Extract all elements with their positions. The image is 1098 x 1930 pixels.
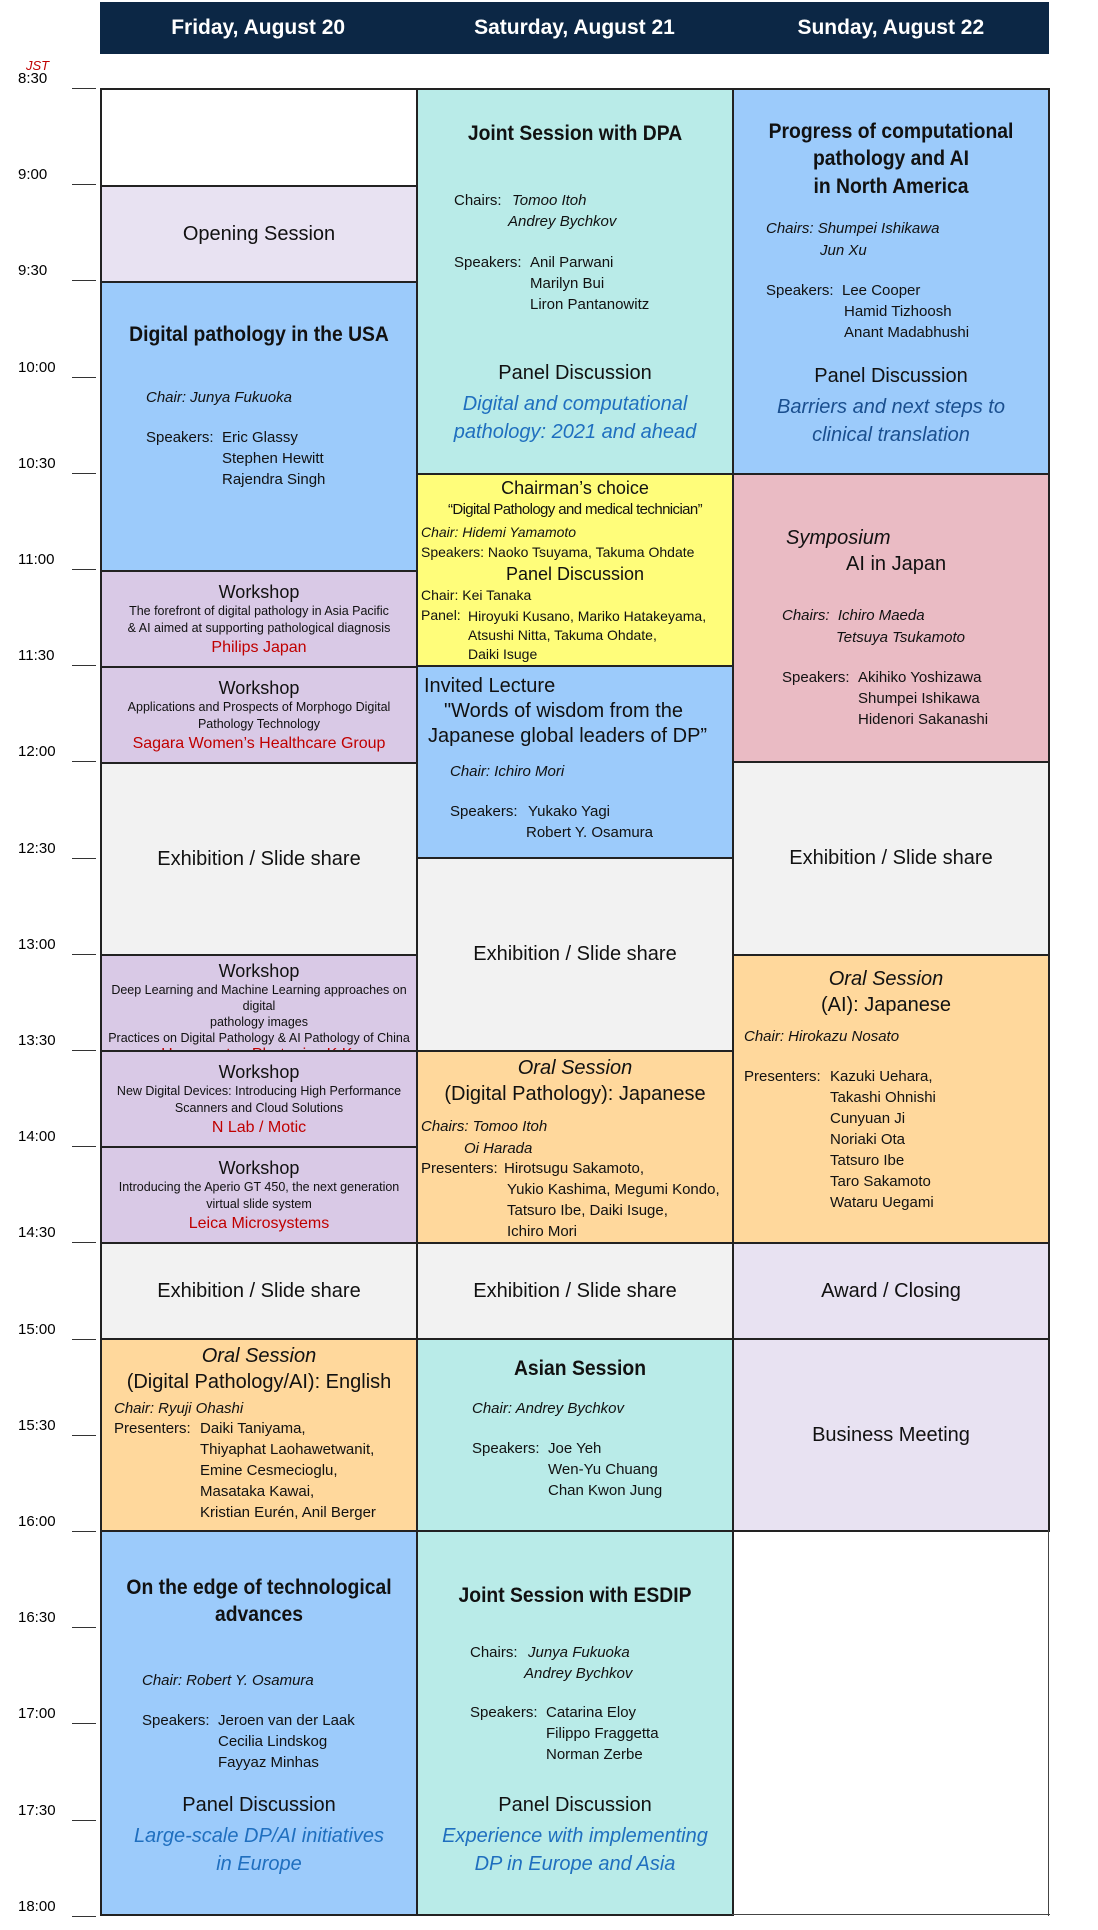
sat-exhibition-1[interactable] (416, 857, 734, 1052)
fri-ws5-desc1: Introducing the Aperio GT 450, the next generation (118, 1180, 400, 1194)
sat-cc-panel-chair: Chair: Kei Tanaka (421, 587, 532, 603)
fri-ws1-sponsor: Philips Japan (211, 639, 307, 656)
sat-inv-quote2: Japanese global leaders of DP” (428, 725, 708, 747)
fri-ws4-title: Workshop (218, 1062, 300, 1082)
fri-oral-session[interactable] (100, 1338, 418, 1532)
sat-exhibition-2[interactable] (416, 1242, 734, 1340)
sat-chairmans-choice[interactable] (416, 473, 734, 667)
sun-business-label: Business Meeting (812, 1423, 970, 1446)
sat-inv-speakers-label: Speakers: (450, 803, 518, 820)
time-label: 17:30 (18, 1801, 56, 1819)
fri-ws3-title: Workshop (218, 961, 300, 981)
fri-usa-session[interactable] (100, 281, 418, 572)
sun-na-speakers: Lee Cooper Hamid Tizhoosh Anant Madabhushi (842, 282, 970, 341)
sun-na-title: Progress of computational pathology and AI in North America (768, 120, 1014, 198)
sat-dpa-session[interactable] (416, 88, 734, 475)
fri-oral-title: Oral Session (201, 1345, 317, 1367)
fri-ws4-sponsor: N Lab / Motic (211, 1119, 307, 1136)
sat-dpa-speakers: Anil Parwani Marilyn Bui Liron Pantanowitz (530, 254, 650, 313)
time-tick (72, 1050, 96, 1051)
fri-exhibition-2-label: Exhibition / Slide share (157, 1279, 361, 1302)
sat-esdip-panel-topic: Experience with implementing DP in Europe and Asia (442, 1825, 708, 1875)
sat-dpa-panel-topic: Digital and computational pathology: 2021 and ahead (453, 393, 697, 443)
day-sunday: Sunday, August 22 (797, 16, 985, 39)
sun-oral-subtitle: (AI): Japanese (820, 994, 952, 1016)
time-label: 15:00 (18, 1320, 56, 1338)
sat-cc-title: Chairman’s choice (501, 478, 649, 498)
fri-ws1-desc2: & AI aimed at supporting pathological diagnosis (127, 621, 391, 635)
sat-invited-lecture[interactable] (416, 665, 734, 859)
fri-edge-panel: Panel Discussion (182, 1794, 336, 1816)
time-tick (72, 88, 96, 89)
sun-exhibition-1-label: Exhibition / Slide share (789, 847, 993, 869)
sat-cc-panel-names: Hiroyuki Kusano, Mariko Hatakeyama, Atsushi Nitta, Takuma Ohdate, Daiki Isuge (468, 608, 707, 662)
time-tick (72, 569, 96, 570)
sat-esdip-session[interactable] (416, 1530, 734, 1916)
sat-inv-chair: Chair: Ichiro Mori (450, 763, 565, 780)
time-tick (72, 184, 96, 185)
sun-exhibition-1[interactable] (732, 761, 1050, 956)
sat-asian-chair: Chair: Andrey Bychkov (472, 1400, 625, 1417)
fri-ws2-desc2: Pathology Technology (197, 717, 321, 731)
sat-esdip-speakers: Catarina Eloy Filippo Fraggetta Norman Zerbe (546, 1704, 659, 1763)
sun-sym-chairs: Chairs: Ichiro Maeda (782, 607, 925, 624)
fri-ws1-desc1: The forefront of digital pathology in Asia Pacific (129, 604, 389, 618)
time-label: 8:30 (18, 70, 48, 87)
fri-ws1-title: Workshop (218, 582, 300, 602)
sun-oral-title: Oral Session (828, 968, 944, 990)
time-label: 16:00 (18, 1513, 56, 1530)
sat-dpa-chairs-label: Chairs: (454, 192, 502, 209)
sun-oral-presenters-label: Presenters: (744, 1068, 821, 1085)
sat-asian-session[interactable] (416, 1338, 734, 1532)
time-label: 11:30 (18, 647, 55, 665)
sun-na-speakers-label: Speakers: (766, 282, 834, 299)
day-saturday: Saturday, August 21 (474, 16, 675, 39)
time-tick (72, 1146, 96, 1147)
fri-edge-speakers-label: Speakers: (142, 1712, 210, 1729)
time-tick (72, 473, 96, 474)
time-tick (72, 1339, 96, 1340)
fri-workshop-3[interactable] (100, 954, 418, 1052)
fri-edge-chair: Chair: Robert Y. Osamura (142, 1672, 314, 1689)
fri-ws4-desc2: Scanners and Cloud Solutions (174, 1101, 344, 1115)
time-label: 12:00 (18, 743, 56, 761)
fri-usa-chair: Chair: Junya Fukuoka (146, 389, 292, 406)
sun-oral-chair: Chair: Hirokazu Nosato (744, 1028, 900, 1045)
time-tick (72, 665, 96, 666)
sat-exhibition-2-label: Exhibition / Slide share (473, 1279, 677, 1302)
time-tick (72, 377, 96, 378)
sun-na-chairs: Chairs: Shumpei Ishikawa (766, 220, 940, 237)
time-tick (72, 1820, 96, 1821)
fri-workshop-1[interactable] (100, 570, 418, 668)
sat-dpa-chairs: Tomoo Itoh Andrey Bychkov (508, 192, 617, 230)
time-label: 13:30 (18, 1032, 56, 1049)
fri-ws3-desc2: pathology images (210, 1015, 308, 1029)
fri-ws5-desc2: virtual slide system (206, 1197, 312, 1211)
sun-sym-title: Symposium (786, 527, 891, 549)
sun-na-panel: Panel Discussion (814, 365, 968, 387)
sat-asian-speakers-label: Speakers: (472, 1440, 540, 1457)
time-tick (72, 1435, 96, 1436)
fri-ws3-desc1: Deep Learning and Machine Learning approaches on digital (111, 983, 407, 1013)
fri-edge-session[interactable] (100, 1530, 418, 1916)
time-label: 9:30 (18, 262, 48, 280)
time-tick (72, 1723, 96, 1724)
fri-edge-title: On the edge of technological advances (126, 1576, 392, 1627)
sat-oral-presenters: Hirotsugu Sakamoto, Yukio Kashima, Megumi Kondo, Tatsuro Ibe, Daiki Isuge, Ichiro Mori (504, 1160, 720, 1240)
time-tick (72, 1916, 96, 1917)
sat-cc-speakers: Speakers: Naoko Tsuyama, Takuma Ohdate (421, 544, 695, 560)
fri-ws5-sponsor: Leica Microsystems (188, 1215, 330, 1232)
time-label: 14:00 (18, 1128, 56, 1146)
time-tick (72, 1627, 96, 1628)
fri-opening-label: Opening Session (182, 222, 336, 245)
sat-oral-subtitle: (Digital Pathology): Japanese (444, 1083, 706, 1105)
time-label: 12:30 (18, 839, 56, 857)
time-tick (72, 954, 96, 955)
sat-dpa-title: Joint Session with DPA (467, 122, 683, 145)
sat-esdip-panel: Panel Discussion (498, 1794, 652, 1816)
sat-cc-subtitle: “Digital Pathology and medical technician” (447, 501, 703, 518)
sat-asian-speakers: Joe Yeh Wen-Yu Chuang Chan Kwon Jung (548, 1440, 663, 1499)
sat-cc-panel: Panel Discussion (505, 564, 645, 584)
sun-oral-session[interactable] (732, 954, 1050, 1244)
time-label: 10:00 (18, 358, 56, 376)
sat-dpa-speakers-label: Speakers: (454, 254, 522, 271)
sat-oral-chairs2: Oi Harada (464, 1140, 533, 1157)
sat-oral-chairs1: Chairs: Tomoo Itoh (421, 1118, 548, 1135)
time-label: 14:30 (18, 1224, 56, 1242)
fri-exhibition-1-label: Exhibition / Slide share (157, 847, 361, 870)
sat-cc-panel-label: Panel: (421, 607, 461, 623)
fri-workshop-2[interactable] (100, 666, 418, 764)
day-friday: Friday, August 20 (171, 16, 346, 39)
time-tick (72, 1531, 96, 1532)
fri-usa-title: Digital pathology in the USA (129, 323, 389, 346)
time-tick (72, 858, 96, 859)
sun-sym-subtitle: AI in Japan (846, 553, 947, 575)
sat-inv-quote1: "Words of wisdom from the (444, 700, 684, 722)
time-tick (72, 761, 96, 762)
sun-award-label: Award / Closing (821, 1279, 961, 1302)
fri-ws2-title: Workshop (218, 678, 300, 698)
sat-esdip-speakers-label: Speakers: (470, 1704, 538, 1721)
fri-edge-speakers: Jeroen van der Laak Cecilia Lindskog Fayyaz Minhas (218, 1712, 355, 1771)
sun-empty-bottom (732, 1914, 1050, 1915)
fri-ws2-desc1: Applications and Prospects of Morphogo Digital (127, 700, 391, 714)
sun-north-america-session[interactable] (732, 88, 1050, 475)
sat-esdip-title: Joint Session with ESDIP (458, 1584, 692, 1607)
time-label: 18:00 (18, 1897, 56, 1915)
fri-opening-session[interactable] (100, 185, 418, 283)
sun-sym-speakers-label: Speakers: (782, 669, 850, 686)
fri-ws2-sponsor: Sagara Women’s Healthcare Group (132, 735, 386, 752)
fri-oral-presenters: Daiki Taniyama, Thiyaphat Laohawetwanit, Emine Cesmecioglu, Masataka Kawai, Kristian Eurén, Anil Berger (200, 1420, 376, 1521)
sun-symposium[interactable] (732, 473, 1050, 763)
sun-oral-presenters: Kazuki Uehara, Takashi Ohnishi Cunyuan Ji Noriaki Ota Tatsuro Ibe Taro Sakamoto Wataru Uegami (830, 1068, 936, 1211)
sun-sym-speakers: Akihiko Yoshizawa Shumpei Ishikawa Hidenori Sakanashi (858, 669, 989, 728)
time-label: 15:30 (18, 1416, 56, 1434)
fri-usa-speakers: Eric Glassy Stephen Hewitt Rajendra Singh (222, 429, 326, 488)
fri-exhibition-1[interactable] (100, 762, 418, 956)
fri-edge-panel-topic: Large-scale DP/AI initiatives in Europe (133, 1825, 385, 1875)
fri-oral-subtitle: (Digital Pathology/AI): English (126, 1371, 392, 1393)
sat-inv-title: Invited Lecture (424, 675, 556, 697)
sat-esdip-chairs: Junya Fukuoka Andrey Bychkov (524, 1644, 633, 1682)
fri-oral-presenters-label: Presenters: (114, 1420, 191, 1437)
time-label: 17:00 (18, 1705, 56, 1723)
sat-exhibition-1-label: Exhibition / Slide share (473, 943, 677, 965)
fri-ws3-desc3: Practices on Digital Pathology & AI Pathology of China (108, 1031, 410, 1045)
time-label: 11:00 (18, 551, 55, 568)
sun-empty (1048, 1530, 1049, 1916)
sun-award-closing[interactable] (732, 1242, 1050, 1340)
fri-workshop-4[interactable] (100, 1050, 418, 1148)
timezone-label: JST (26, 58, 50, 73)
sat-oral-session[interactable] (416, 1050, 734, 1244)
sat-cc-chair: Chair: Hidemi Yamamoto (421, 524, 577, 540)
fri-workshop-5[interactable] (100, 1146, 418, 1244)
sun-na-chair-2: Jun Xu (820, 242, 867, 259)
sat-oral-presenters-label: Presenters: (421, 1160, 498, 1177)
time-label: 13:00 (18, 935, 56, 953)
sun-business-meeting[interactable] (732, 1338, 1050, 1532)
fri-exhibition-2[interactable] (100, 1242, 418, 1340)
sat-asian-title: Asian Session (513, 1357, 647, 1380)
sat-dpa-panel: Panel Discussion (498, 362, 652, 384)
sat-oral-title: Oral Session (517, 1057, 633, 1079)
fri-usa-speakers-label: Speakers: (146, 429, 214, 446)
time-label: 9:00 (18, 166, 48, 184)
time-label: 16:30 (18, 1609, 56, 1627)
day-header (100, 2, 1049, 54)
time-label: 10:30 (18, 454, 56, 472)
time-tick (72, 1242, 96, 1243)
sun-sym-chair-2: Tetsuya Tsukamoto (836, 629, 965, 646)
sun-na-panel-topic: Barriers and next steps to clinical translation (777, 396, 1005, 446)
fri-ws4-desc1: New Digital Devices: Introducing High Performance (116, 1084, 402, 1098)
fri-ws5-title: Workshop (218, 1158, 300, 1178)
sat-inv-speakers: Yukako Yagi Robert Y. Osamura (526, 803, 654, 841)
time-tick (72, 280, 96, 281)
sat-esdip-chairs-label: Chairs: (470, 1644, 518, 1661)
fri-oral-chair: Chair: Ryuji Ohashi (114, 1400, 244, 1417)
fri-empty (100, 88, 418, 187)
